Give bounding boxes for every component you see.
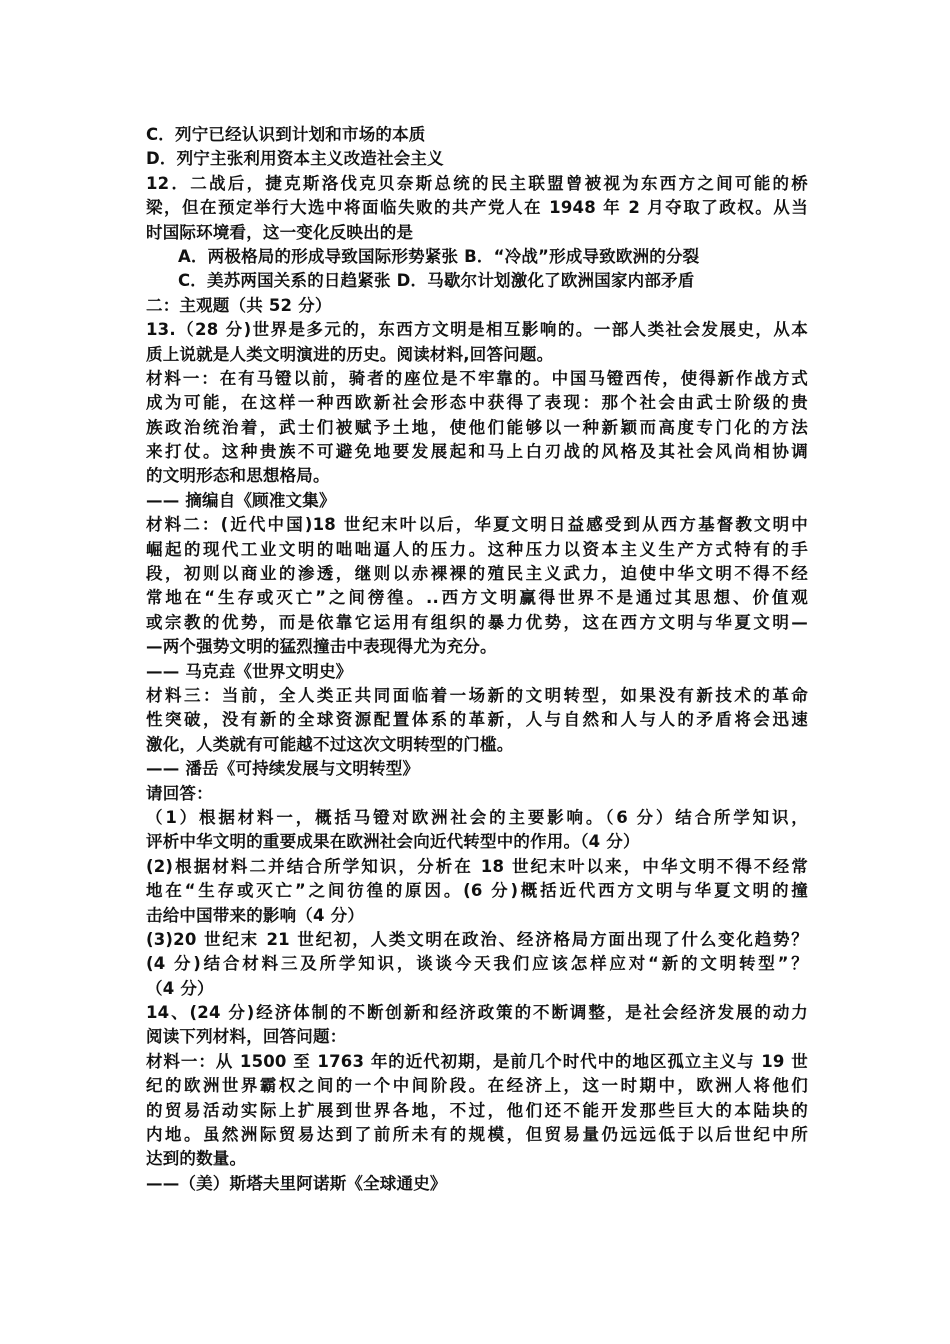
text-line: 激化，人类就有可能越不过这次文明转型的门槛。 [146,734,514,754]
text-line: 时国际环境看，这一变化反映出的是 [146,222,414,242]
text-line: 12．二战后，捷克斯洛伐克贝奈斯总统的民主联盟曾被视为东西方之间可能的桥 [146,173,808,193]
text-line: —— 马克垚《世界文明史》 [146,661,353,681]
text-line: C．列宁已经认识到计划和市场的本质 [146,125,426,144]
text-line: 材料一：在有马镫以前，骑者的座位是不牢靠的。中国马镫西传，使得新作战方式 [146,368,808,388]
text-line: 族政治统治着，武士们被赋予土地，使他们能够以一种新颖而高度专门化的方法 [146,417,808,437]
text-line: 成为可能，在这样一种西欧新社会形态中获得了表现：那个社会由武士阶级的贵 [146,393,808,413]
text-line: D．列宁主张利用资本主义改造社会主义 [146,149,444,169]
text-line: 评析中华文明的重要成果在欧洲社会向近代转型中的作用。（4 分） [146,832,640,852]
text-line: 内地。虽然洲际贸易达到了前所未有的规模，但贸易量仍远远低于以后世纪中所 [146,1125,808,1145]
text-line: 纪的欧洲世界霸权之间的一个中间阶段。在经济上，这一时期中，欧洲人将他们 [146,1076,808,1096]
text-line: —— 摘编自《顾准文集》 [146,490,336,510]
text-line: 或宗教的优势，而是依靠它运用有组织的暴力优势，这在西方文明与华夏文明— [146,612,808,632]
text-line: 材料一：从 1500 至 1763 年的近代初期，是前几个时代中的地区孤立主义与 19 世 [146,1051,808,1071]
text-line: 阅读下列材料，回答问题： [146,1027,347,1047]
text-line: 请回答： [146,783,213,803]
text-line: 段，初则以商业的渗透，继则以赤裸裸的殖民主义武力，迫使中华文明不得不经 [146,564,808,584]
text-line: (4 分)结合材料三及所学知识，谈谈今天我们应该怎样应对“新的文明转型”？ [146,954,808,974]
text-line: 14、(24 分)经济体制的不断创新和经济政策的不断调整，是社会经济发展的动力 [146,1003,808,1023]
text-line: 常地在“生存或灭亡”之间徬徨。..西方文明赢得世界不是通过其思想、价值观 [146,588,808,608]
text-line: —两个强势文明的猛烈撞击中表现得尤为充分。 [146,637,497,657]
text-line: A．两极格局的形成导致国际形势紧张 B．“冷战”形成导致欧洲的分裂 [178,246,700,266]
text-line: C．美苏两国关系的日趋紧张 D．马歇尔计划激化了欧洲国家内部矛盾 [178,271,695,291]
text-line: —— 潘岳《可持续发展与文明转型》 [146,759,420,779]
text-line: （4 分） [146,978,214,998]
text-line: 的文明形态和思想格局。 [146,466,330,486]
text-line: 材料二：(近代中国)18 世纪末叶以后，华夏文明日益感受到从西方基督教文明中 [146,515,808,535]
text-line: （1）根据材料一，概括马镫对欧洲社会的主要影响。（6 分）结合所学知识， [146,807,808,827]
text-line: 13.（28 分)世界是多元的，东西方文明是相互影响的。一部人类社会发展史，从本 [146,320,808,340]
text-line: (3)20 世纪末 21 世纪初，人类文明在政治、经济格局方面出现了什么变化趋势？ [146,929,808,949]
text-line: 崛起的现代工业文明的咄咄逼人的压力。这种压力以资本主义生产方式特有的手 [146,539,808,559]
text-line: 梁，但在预定举行大选中将面临失败的共产党人在 1948 年 2 月夺取了政权。从当 [146,198,808,218]
text-line: 击给中国带来的影响（4 分） [146,905,365,925]
text-line: 材料三：当前，全人类正共同面临着一场新的文明转型，如果没有新技术的革命 [146,685,808,705]
text-line: 地在“生存或灭亡”之间彷徨的原因。(6 分)概括近代西方文明与华夏文明的撞 [146,881,808,901]
text-line: 二：主观题（共 52 分） [146,295,332,315]
text-line: 达到的数量。 [146,1149,247,1169]
text-line: 质上说就是人类文明演进的历史。阅读材料,回答问题。 [146,344,554,364]
text-line: 的贸易活动实际上扩展到世界各地，不过，他们还不能开发那些巨大的本陆块的 [146,1100,808,1120]
document-page [146,123,808,1196]
text-line: (2)根据材料二并结合所学知识，分析在 18 世纪末叶以来，中华文明不得不经常 [146,856,808,876]
text-line: ——（美）斯塔夫里阿诺斯《全球通史》 [146,1173,447,1193]
text-line: 来打仗。这种贵族不可避免地要发展起和马上白刃战的风格及其社会风尚相协调 [146,442,808,462]
text-line: 性突破，没有新的全球资源配置体系的革新，人与自然和人与人的矛盾将会迅速 [146,710,808,730]
